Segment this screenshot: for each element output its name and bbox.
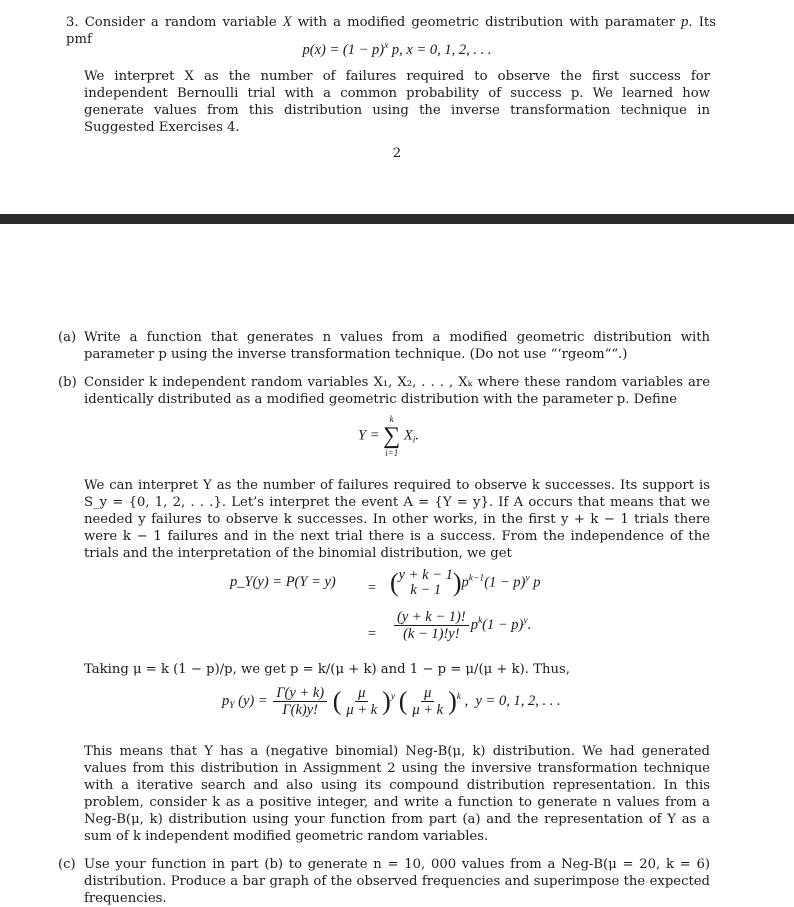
y-interpretation: We can interpret Y as the number of failures required to observe k successes. Its support is S_y = {0, 1, 2, . . .}. Let’s interpret the event A = {Y = y}. If A occurs that means that we needed y failures to observe k successes. In other works, in the first y + k − 1 trials there were k − 1 failures and in the next trial there is a success. From the independence of the trials and the interpretation of the binomial distribution, we get xyxy=(84,478,710,561)
part-a-label: (a) xyxy=(58,330,77,345)
eq-sign-1: = xyxy=(367,580,377,596)
problem-number: 3. xyxy=(66,15,79,30)
negbin-paragraph: This means that Y has a (negative binomial) Neg-B(μ, k) distribution. We had generated values from this distribution in Assignment 2 using the inversive transformation technique with a iterative search and also using its compound distribution representation. In this problem, consider k as a positive integer, and write a function to generate n values from a Neg-B(μ, k) distribution using your function from part (a) and the representation of Y as a sum of k independent modified geometric random variables. xyxy=(84,744,710,844)
binomial-term: ( y + k − 1 k − 1 )$p^{k-1}(1 - p)^y$ p xyxy=(390,567,541,598)
taking-mu-line: Taking μ = k (1 − p)/p, we get p = k/(μ + k) and 1 − p = μ/(μ + k). Thus, xyxy=(84,662,570,677)
part-b-label: (b) xyxy=(58,375,77,390)
factorial-term: $\frac{(y + k - 1)!}{(k - 1)!y!}$ $p^k(1 - p)^y$. xyxy=(392,610,531,641)
part-c-text: Use your function in part (b) to generate n = 10, 000 values from a Neg-B(μ = 20, k = 6) distribution. Produce a bar graph of the observed frequencies and superimpose the expected frequencies. xyxy=(84,857,710,906)
sum-symbol: k ∑ i=1 xyxy=(383,414,401,458)
sum-definition: Y = k ∑ i=1 $X_i$. xyxy=(358,414,419,458)
pmf-equation: $p(x) = (1 - p)^x$ p, x = 0, 1, 2, . . . xyxy=(302,41,492,58)
part-b-text: Consider k independent random variables X₁, X₂, . . . , Xₖ where these random variables are identically distributed as a modified geometric distribution with the parameter p. Define xyxy=(84,375,710,407)
page-divider xyxy=(0,214,794,224)
part-a-text: Write a function that generates n values from a modified geometric distribution with parameter p using the inverse transformation technique. (Do not use “‘rgeom““.) xyxy=(84,330,710,362)
interpretation-paragraph: We interpret X as the number of failures required to observe the first success for independent Bernoulli trial with a common probability of success p. We learned how generate values from this distribution using the inverse transformation technique in Suggested Exercises 4. xyxy=(84,69,710,135)
negbin-pmf-equation: $p_Y$ (y) = $\frac{\Gamma(y + k)}{\Gamma(k)y!}$ ( $\frac{\mu}{\mu + k}$ )$^y$ ( $\frac{\mu}{\mu + k}$ )$^k$ , y = 0, 1, 2, . . . xyxy=(222,685,561,718)
page-number: 2 xyxy=(392,146,402,161)
part-c-label: (c) xyxy=(58,857,76,872)
eq-sign-2: = xyxy=(367,626,377,642)
problem-statement: 3. Consider a random variable X with a modified geometric distribution with paramater p. Its pmf xyxy=(66,14,716,47)
pmf-lhs: p_Y(y) = P(Y = y) xyxy=(230,574,336,590)
